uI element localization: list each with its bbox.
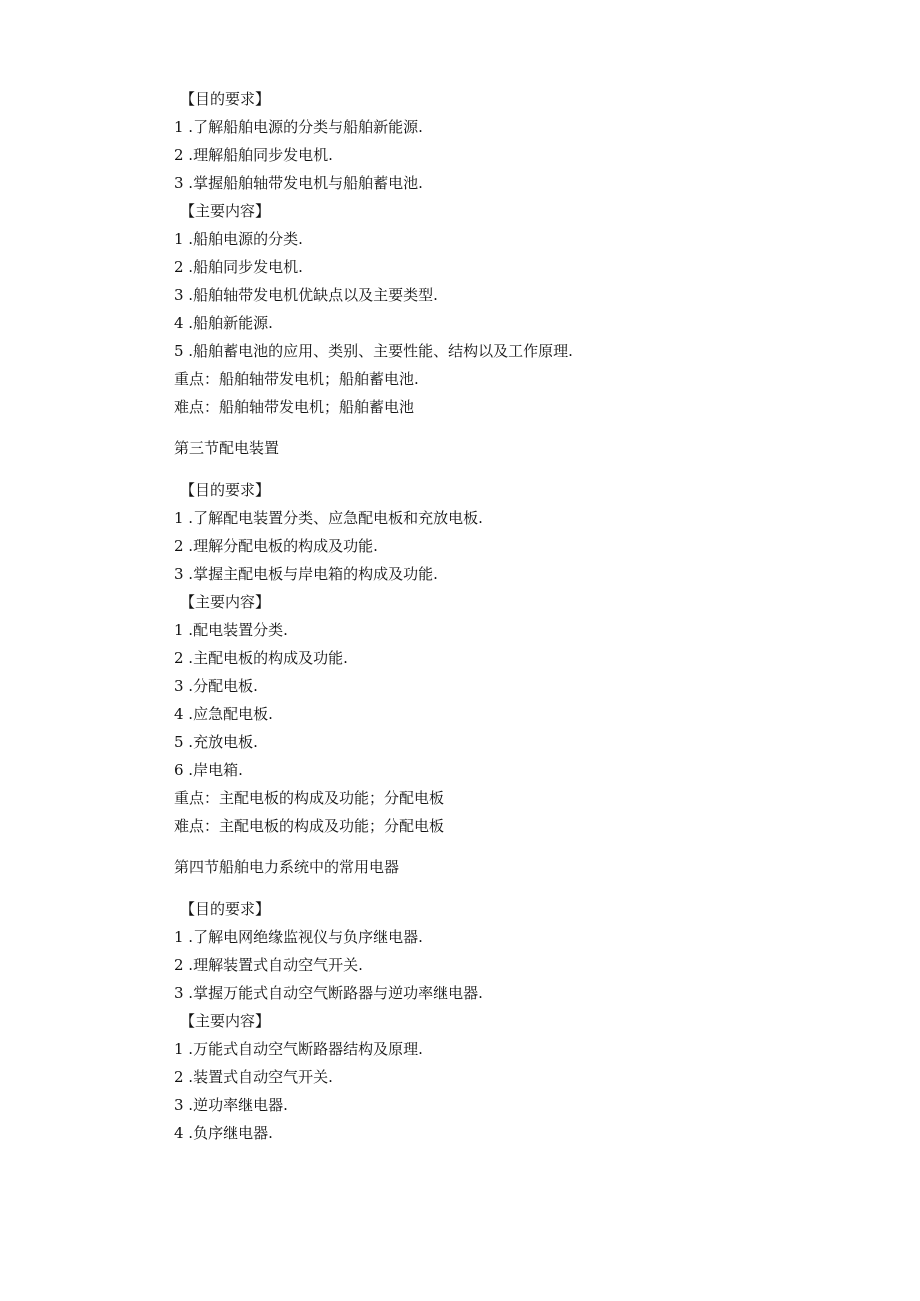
list-item: 1 .了解配电装置分类、应急配电板和充放电板.	[174, 509, 483, 527]
key-points: 重点：船舶轴带发电机；船舶蓄电池.	[174, 370, 419, 388]
list-item: 2 .船舶同步发电机.	[174, 258, 303, 276]
list-item: 2 .装置式自动空气开关.	[174, 1068, 333, 1086]
list-item: 5 .充放电板.	[174, 733, 258, 751]
section-heading-contents: 【主要内容】	[180, 593, 271, 611]
list-item: 4 .负序继电器.	[174, 1124, 273, 1142]
section-title: 第四节船舶电力系统中的常用电器	[174, 858, 400, 876]
list-item: 4 .应急配电板.	[174, 705, 273, 723]
list-item: 5 .船舶蓄电池的应用、类别、主要性能、结构以及工作原理.	[174, 342, 573, 360]
list-item: 2 .主配电板的构成及功能.	[174, 649, 348, 667]
key-points: 重点：主配电板的构成及功能；分配电板	[174, 789, 445, 807]
list-item: 1 .了解船舶电源的分类与船舶新能源.	[174, 118, 423, 136]
list-item: 4 .船舶新能源.	[174, 314, 273, 332]
section-heading-objectives: 【目的要求】	[180, 90, 271, 108]
list-item: 1 .船舶电源的分类.	[174, 230, 303, 248]
section-title: 第三节配电装置	[174, 439, 280, 457]
list-item: 3 .掌握万能式自动空气断路器与逆功率继电器.	[174, 984, 483, 1002]
list-item: 3 .掌握船舶轴带发电机与船舶蓄电池.	[174, 174, 423, 192]
list-item: 1 .万能式自动空气断路器结构及原理.	[174, 1040, 423, 1058]
list-item: 2 .理解分配电板的构成及功能.	[174, 537, 378, 555]
list-item: 2 .理解装置式自动空气开关.	[174, 956, 363, 974]
list-item: 3 .逆功率继电器.	[174, 1096, 288, 1114]
list-item: 3 .船舶轴带发电机优缺点以及主要类型.	[174, 286, 438, 304]
section-heading-contents: 【主要内容】	[180, 1012, 271, 1030]
list-item: 3 .分配电板.	[174, 677, 258, 695]
list-item: 6 .岸电箱.	[174, 761, 243, 779]
section-heading-objectives: 【目的要求】	[180, 900, 271, 918]
difficult-points: 难点：主配电板的构成及功能；分配电板	[174, 817, 445, 835]
list-item: 3 .掌握主配电板与岸电箱的构成及功能.	[174, 565, 438, 583]
section-heading-contents: 【主要内容】	[180, 202, 271, 220]
list-item: 1 .配电装置分类.	[174, 621, 288, 639]
section-heading-objectives: 【目的要求】	[180, 481, 271, 499]
list-item: 2 .理解船舶同步发电机.	[174, 146, 333, 164]
difficult-points: 难点：船舶轴带发电机；船舶蓄电池	[174, 398, 415, 416]
list-item: 1 .了解电网绝缘监视仪与负序继电器.	[174, 928, 423, 946]
